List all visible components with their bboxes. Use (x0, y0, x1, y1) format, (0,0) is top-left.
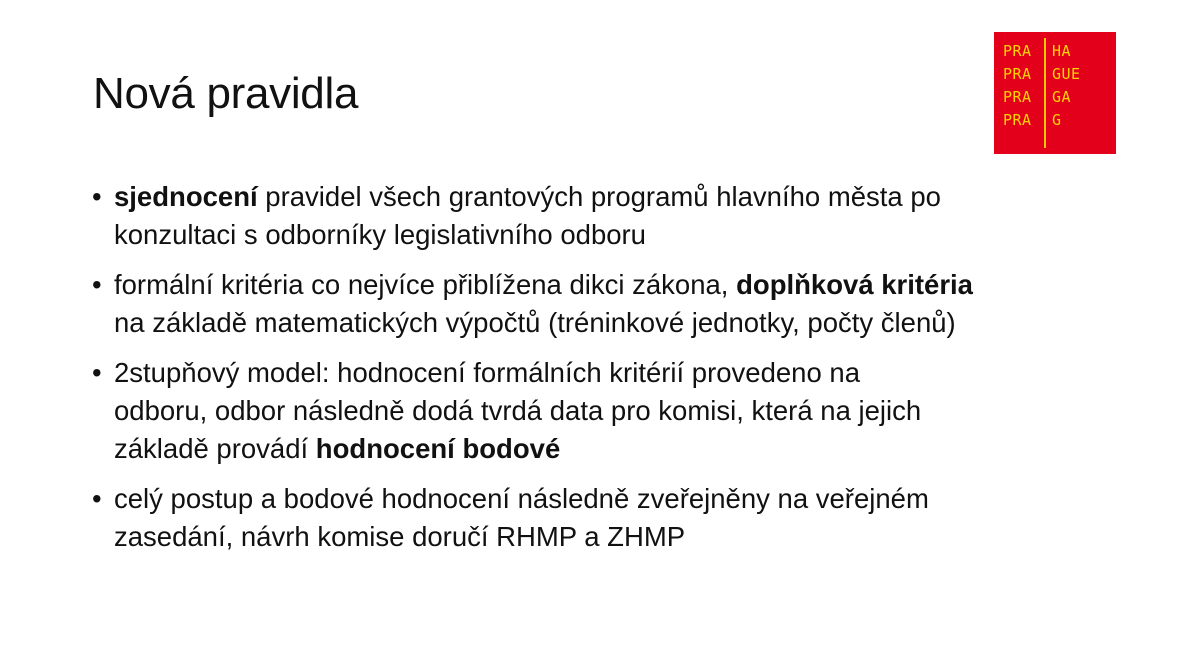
logo-right-column (1052, 40, 1081, 132)
bullet-text: na základě matematických výpočtů (tréninkové jednotky, počty členů) (114, 307, 956, 338)
bullet-list (92, 178, 1132, 568)
logo-text: GUE (1052, 65, 1081, 83)
prague-logo (994, 32, 1116, 154)
bullet-text: formální kritéria co nejvíce přiblížena dikci zákona, (114, 269, 737, 300)
logo-divider (1044, 38, 1046, 148)
logo-text: G (1052, 111, 1062, 129)
logo-left-column (1003, 40, 1032, 132)
bullet-text: zasedání, návrh komise doručí RHMP a ZHMP (114, 521, 686, 552)
bullet-item (92, 178, 1132, 254)
logo-text: PRA (1003, 42, 1032, 60)
slide-title: Nová pravidla (93, 69, 359, 118)
bullet-text: celý postup a bodové hodnocení následně zveřejněny na veřejném (114, 483, 929, 514)
logo-text: HA (1052, 42, 1072, 60)
bullet-emphasis: sjednocení (114, 181, 258, 212)
bullet-text: 2stupňový model: hodnocení formálních kritérií provedeno na (114, 357, 860, 388)
bullet-line (114, 216, 1132, 254)
logo-text: GA (1052, 88, 1072, 106)
bullet-item (92, 354, 1132, 468)
logo-text: PRA (1003, 111, 1032, 129)
bullet-line (114, 304, 1132, 342)
bullet-text: konzultaci s odborníky legislativního odboru (114, 219, 646, 250)
bullet-line (114, 430, 1132, 468)
bullet-text: základě provádí (114, 433, 316, 464)
bullet-line (114, 480, 1132, 518)
bullet-emphasis: hodnocení bodové (315, 433, 561, 464)
bullet-line (114, 518, 1132, 556)
bullet-line (114, 392, 1132, 430)
bullet-item (92, 480, 1132, 556)
bullet-item (92, 266, 1132, 342)
logo-text: PRA (1003, 65, 1032, 83)
bullet-line (114, 178, 1132, 216)
bullet-line (114, 354, 1132, 392)
bullet-line (114, 266, 1132, 304)
bullet-emphasis: doplňková kritéria (736, 269, 973, 300)
bullet-text: odboru, odbor následně dodá tvrdá data pro komisi, která na jejich (114, 395, 922, 426)
logo-text: PRA (1003, 88, 1032, 106)
bullet-text: pravidel všech grantových programů hlavního města po (257, 181, 941, 212)
